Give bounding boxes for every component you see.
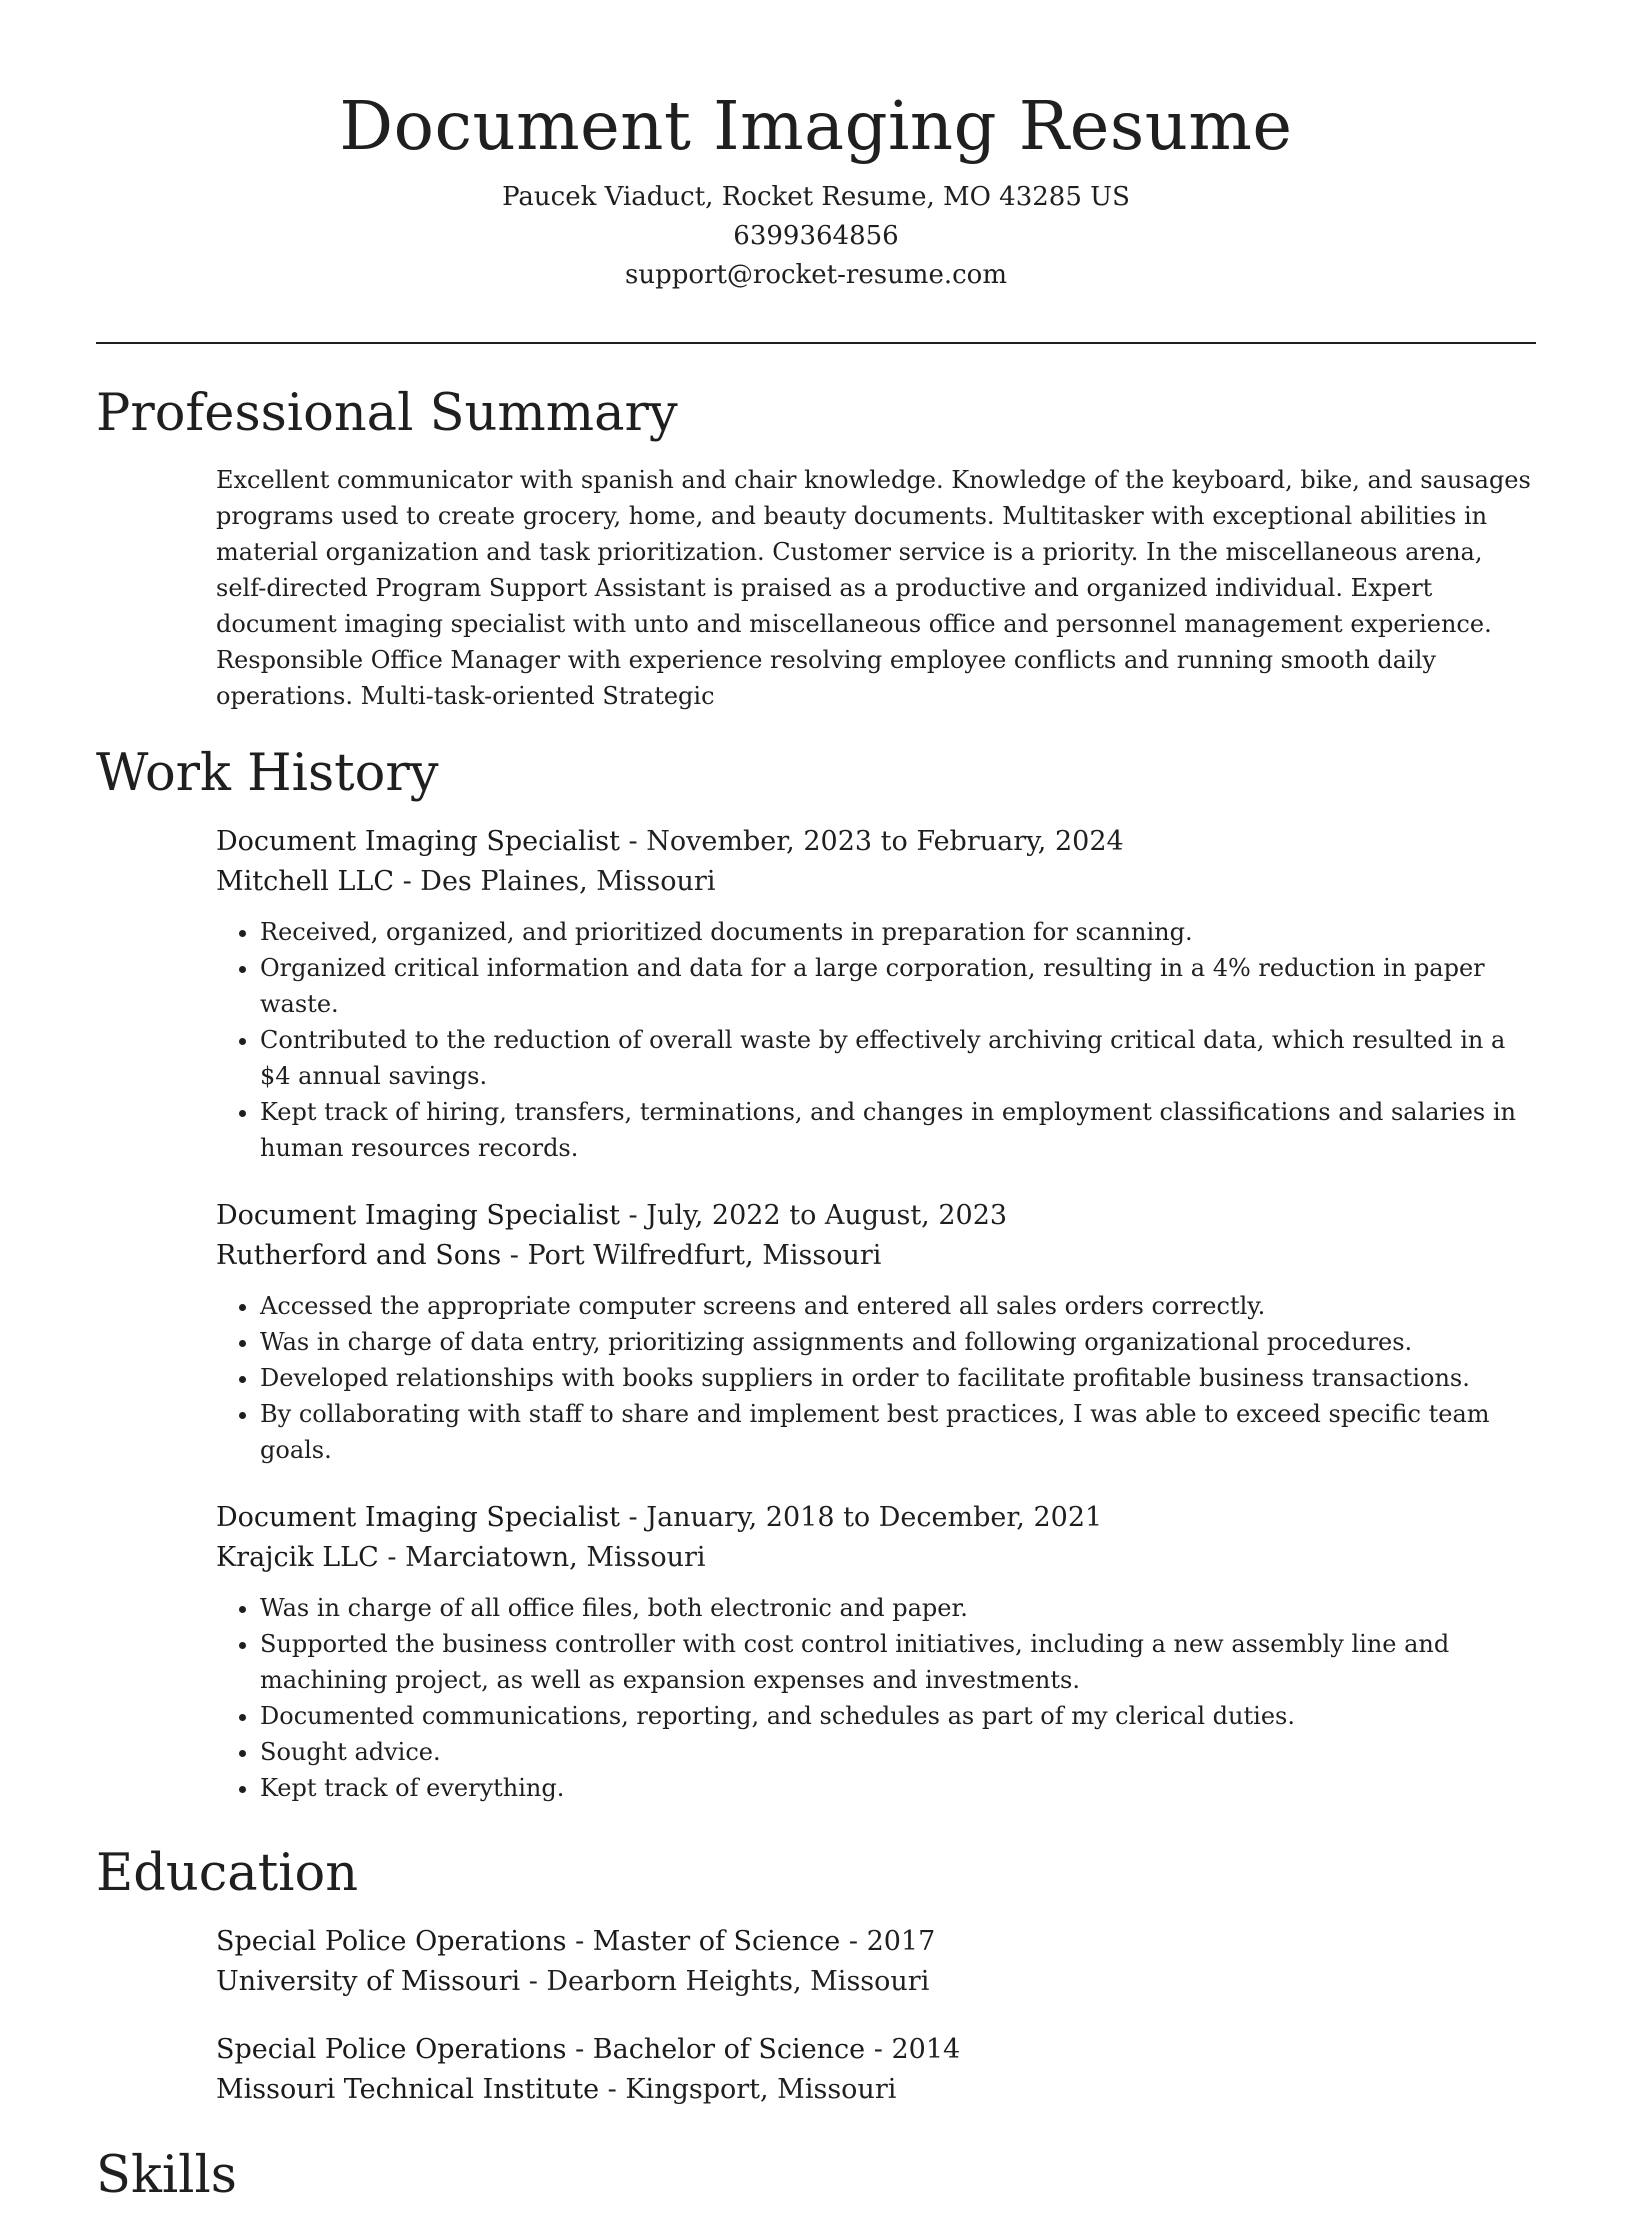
job-bullet: • Sought advice. (260, 1734, 1536, 1770)
education-field: Special Police Operations (216, 2034, 567, 2065)
summary-body (216, 462, 1536, 714)
job-start-date: November, 2023 to February, 2024 (646, 826, 1124, 857)
education-year: 2014 (891, 2034, 961, 2065)
separator: - (520, 1966, 547, 1997)
job-dates: July, 2022 to August, 2023 (646, 1200, 1008, 1231)
contact-email: support@rocket-resume.com (624, 260, 1007, 290)
job-title-line (216, 1498, 1536, 1538)
contact-block (96, 178, 1536, 295)
separator: - (566, 1926, 593, 1957)
education-location: Kingsport, Missouri (625, 2074, 897, 2105)
education-degree-line (216, 1922, 1536, 1962)
education-field: Special Police Operations (216, 1926, 567, 1957)
job-company-line (216, 1538, 1536, 1578)
job-title-line (216, 822, 1536, 862)
job-bullet: • Organized critical information and data for a large corporation, resulting in a 4% reduction in paper waste. (260, 950, 1536, 1022)
contact-phone: 6399364856 (733, 221, 899, 251)
job-bullet: • Kept track of hiring, transfers, terminations, and changes in employment classifications and salaries in human resources records. (260, 1094, 1536, 1166)
separator: - (619, 1502, 647, 1533)
job-location: Marciatown, Missouri (405, 1542, 706, 1573)
education-year: 2017 (866, 1926, 936, 1957)
skills-section (96, 2138, 1536, 2214)
resume-content (96, 376, 1536, 2224)
summary-text: Excellent communicator with spanish and chair knowledge. Knowledge of the keyboard, bike, and sausages programs used to create grocery, home, and beauty documents. Multitasker with exceptional abilities in material organization and task prioritization. Customer service is a priority. In the miscellaneous arena, self-directed Program Support Assistant is praised as a productive and organized individual. Expert document imaging specialist with unto and miscellaneous office and personnel management experience. Responsible Office Manager with experience resolving employee conflicts and running smooth daily operations. Multi-task-oriented Strategic (216, 466, 1531, 710)
education-location: Dearborn Heights, Missouri (546, 1966, 930, 1997)
header-divider (96, 342, 1536, 344)
job-dates: January, 2018 to December, 2021 (646, 1502, 1103, 1533)
education-degree: Master of Science (592, 1926, 841, 1957)
job-location: Port Wilfredfurt, Missouri (527, 1240, 882, 1271)
education-school-line (216, 1962, 1536, 2002)
education-school: University of Missouri (216, 1966, 521, 1997)
resume-header (96, 82, 1536, 295)
document-title: Document Imaging Resume (339, 87, 1293, 165)
education-degree-line (216, 2030, 1536, 2070)
separator: - (501, 1240, 528, 1271)
job-title: Document Imaging Specialist (216, 826, 620, 857)
job-bullets (216, 1288, 1536, 1468)
job-title: Document Imaging Specialist (216, 1502, 620, 1533)
education-body (216, 1922, 1536, 2110)
education-section (96, 1836, 1536, 2110)
job-bullet: • Accessed the appropriate computer screens and entered all sales orders correctly. (260, 1288, 1536, 1324)
separator: - (566, 2034, 593, 2065)
work-history-section (96, 736, 1536, 1806)
job-bullet: • Supported the business controller with cost control initiatives, including a new assembly line and machining project, as well as expansion expenses and investments. (260, 1626, 1536, 1698)
section-title-skills: Skills (96, 2146, 237, 2205)
separator: - (619, 1200, 647, 1231)
job-company-line (216, 862, 1536, 902)
job-company: Krajcik LLC (216, 1542, 379, 1573)
job-bullet: • Kept track of everything. (260, 1770, 1536, 1806)
job-company-line (216, 1236, 1536, 1276)
section-title-work-history: Work History (96, 744, 439, 803)
education-entry (216, 1922, 1536, 2002)
job-location: Des Plaines, Missouri (420, 866, 716, 897)
job-bullet: • Received, organized, and prioritized documents in preparation for scanning. (260, 914, 1536, 950)
education-entry (216, 2030, 1536, 2110)
job-title-line (216, 1196, 1536, 1236)
job-entry (216, 822, 1536, 1166)
summary-section (96, 376, 1536, 714)
contact-address: Paucek Viaduct, Rocket Resume, MO 43285 US (502, 182, 1130, 212)
section-title-education: Education (96, 1844, 359, 1903)
separator: - (865, 2034, 892, 2065)
separator: - (619, 826, 647, 857)
education-degree: Bachelor of Science (592, 2034, 866, 2065)
job-company: Rutherford and Sons (216, 1240, 502, 1271)
job-company: Mitchell LLC (216, 866, 394, 897)
job-bullet: • Documented communications, reporting, and schedules as part of my clerical duties. (260, 1698, 1536, 1734)
separator: - (394, 866, 421, 897)
job-bullet: • By collaborating with staff to share and implement best practices, I was able to exceed specific team goals. (260, 1396, 1536, 1468)
job-bullets (216, 914, 1536, 1166)
job-bullet: • Was in charge of data entry, prioritizing assignments and following organizational procedures. (260, 1324, 1536, 1360)
separator: - (599, 2074, 626, 2105)
separator: - (840, 1926, 867, 1957)
job-title: Document Imaging Specialist (216, 1200, 620, 1231)
work-history-body (216, 822, 1536, 1806)
job-bullet: • Was in charge of all office files, both electronic and paper. (260, 1590, 1536, 1626)
education-school: Missouri Technical Institute (216, 2074, 600, 2105)
section-title-summary: Professional Summary (96, 384, 678, 443)
education-school-line (216, 2070, 1536, 2110)
job-bullets (216, 1590, 1536, 1806)
job-entry (216, 1498, 1536, 1806)
separator: - (378, 1542, 406, 1573)
job-bullet: • Developed relationships with books suppliers in order to facilitate profitable business transactions. (260, 1360, 1536, 1396)
job-entry (216, 1196, 1536, 1468)
job-bullet: • Contributed to the reduction of overall waste by effectively archiving critical data, which resulted in a $4 annual savings. (260, 1022, 1536, 1094)
